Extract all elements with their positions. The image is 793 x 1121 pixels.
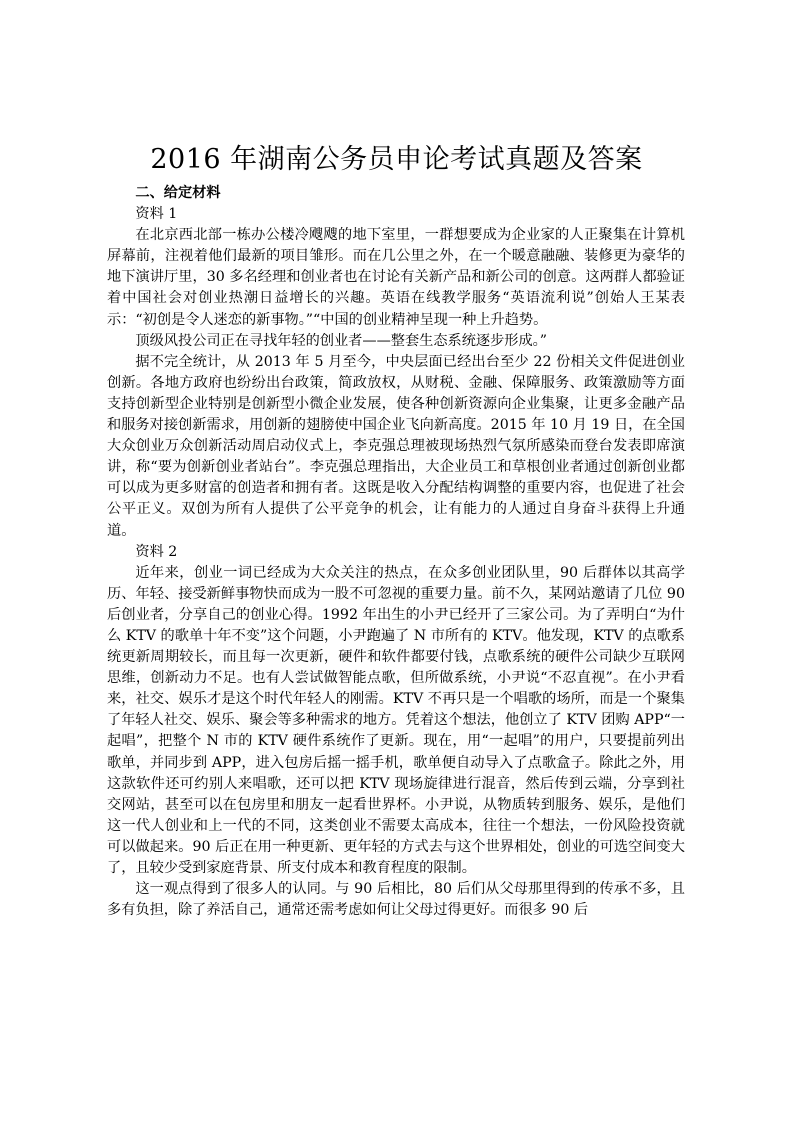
section-heading: 二、给定材料 xyxy=(135,185,221,201)
material-1-paragraph-2: 顶级风投公司正在寻找年轻的创业者——整套生态系统逐步形成。” xyxy=(135,332,547,349)
document-body xyxy=(107,183,685,921)
material-1-paragraph-3: 据不完全统计，从 2013 年 5 月至今，中央层面已经出台至少 22 份相关文件促进创业创新。各地方政府也纷纷出台政策，简政放权，从财税、金融、保障服务、政策激励等方面支持创新型企业特别是创新型小微企业发展，使各种创新资源向企业集聚，让更多金融产品和服务对接创新需求，用创新的翅膀使中国企业飞向新高度。2015 年 10 月 19 日，在全国大众创业万众创新活动周启动仪式上，李克强总理被现场热烈气氛所感染而登台发表即席演讲，称“要为创新创业者站台”。李克强总理指出，大企业员工和草根创业者通过创新创业都可以成为更多财富的创造者和拥有者。这既是收入分配结构调整的重要内容，也促进了社会公平正义。双创为所有人提供了公平竞争的机会，让有能力的人通过自身奋斗获得上升通道。 xyxy=(107,353,685,539)
material-2-label: 资料 2 xyxy=(135,543,178,560)
material-1-label: 资料 1 xyxy=(135,206,178,223)
material-1-paragraph-1: 在北京西北部一栋办公楼冷飕飕的地下室里，一群想要成为企业家的人正聚集在计算机屏幕前，注视着他们最新的项目雏形。而在几公里之外，在一个暖意融融、装修更为豪华的地下演讲厅里，30 多名经理和创业者也在讨论有关新产品和新公司的创意。这两群人都验证着中国社会对创业热潮日益增长的兴趣。英语在线教学服务“英语流利说”创始人王某表示：“初创是令人迷恋的新事物。”“中国的创业精神呈现一种上升趋势。 xyxy=(107,227,685,328)
material-2-paragraph-1: 近年来，创业一词已经成为大众关注的热点，在众多创业团队里，90 后群体以其高学历、年轻、接受新鲜事物快而成为一股不可忽视的重要力量。前不久，某网站邀请了几位 90 后创业者，分享自己的创业心得。1992 年出生的小尹已经开了三家公司。为了弄明白“为什么 KTV 的歌单十年不变”这个问题，小尹跑遍了 N 市所有的 KTV。他发现，KTV 的点歌系统更新周期较长，而且每一次更新，硬件和软件都要付钱，点歌系统的硬件公司缺少互联网思维，创新动力不足。也有人尝试做智能点歌，但所做系统，小尹说“不忍直视”。在小尹看来，社交、娱乐才是这个时代年轻人的刚需。KTV 不再只是一个唱歌的场所，而是一个聚集了年轻人社交、娱乐、聚会等多种需求的地方。凭着这个想法，他创立了 KTV 团购 APP“一起唱”，把整个 N 市的 KTV 硬件系统作了更新。现在，用“一起唱”的用户，只要提前列出歌单，并同步到 APP，进入包房后摇一摇手机，歌单便自动导入了点歌盒子。除此之外，用这款软件还可约别人来唱歌，还可以把 KTV 现场旋律进行混音，然后传到云端，分享到社交网站，甚至可以在包房里和朋友一起看世界杯。小尹说，从物质转到服务、娱乐，是他们这一代人创业和上一代的不同，这类创业不需要太高成本，往往一个想法，一份风险投资就可以做起来。90 后正在用一种更新、更年轻的方式去与这个世界相处，创业的可选空间变大了，且较少受到家庭背景、所支付成本和教育程度的限制。 xyxy=(107,564,685,876)
document-title: 2016 年湖南公务员申论考试真题及答案 xyxy=(150,144,643,175)
material-2-paragraph-2: 这一观点得到了很多人的认同。与 90 后相比，80 后们从父母那里得到的传承不多，且多有负担，除了养活自己，通常还需考虑如何让父母过得更好。而很多 90 后 xyxy=(107,881,685,919)
